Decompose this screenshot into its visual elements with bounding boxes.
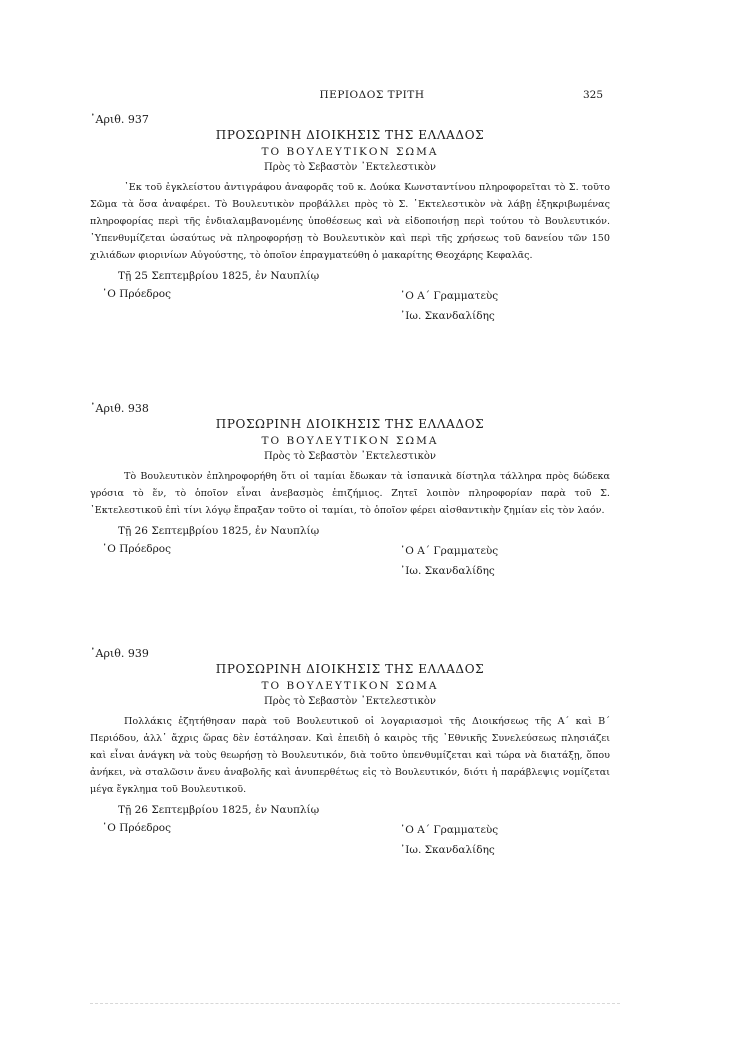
document-937 — [90, 113, 610, 328]
secretary-title: ῾Ο Α΄ Γραμματεὺς — [400, 545, 499, 557]
document-938 — [90, 402, 610, 583]
document-text: ᾿Εκ τοῦ ἐγκλείστου ἀντιγράφου ἀναφορᾶς τοῦ κ. Δούκα Κωνσταντίνου πληροφορεῖται τὸ Σ. τοῦτο Σῶμα τὰ ὅσα ἀναφέρει. Τὸ Βουλευτικὸν προβάλλει πρὸς τὸ Σ. ᾿Εκτελεστικὸν νὰ λάβῃ ἐξηκριβωμένας πληροφορίας περὶ τῆς ἐνδιαλαμβανομένης ὑποθέσεως καὶ νὰ εἰδοποιήσῃ περὶ τούτου τὸ Βουλευτικόν. ῾Υπενθυμίζεται ὡσαύτως νὰ πληροφορήσῃ τὸ Βουλευτικὸν καὶ περὶ τῆς χρήσεως τοῦ δανείου τῶν 150 χιλιάδων φιορινίων Αὐγούστης, τὸ ὁποῖον ἐπραγματεύθη ὁ μακαρίτης Θεοχάρης Κεφαλᾶς. — [90, 182, 610, 261]
secretary-name: ᾿Ιω. Σκανδαλίδης — [400, 565, 495, 577]
secretary-title: ῾Ο Α΄ Γραμματεὺς — [400, 290, 499, 302]
document-939 — [90, 647, 610, 862]
page-number: 325 — [583, 89, 604, 101]
president-signature: ῾Ο Πρόεδρος — [102, 822, 171, 834]
secretary-title: ῾Ο Α΄ Γραμματεὺς — [400, 824, 499, 836]
signature-block — [90, 822, 610, 862]
secretary-name: ᾿Ιω. Σκανδαλίδης — [400, 310, 495, 322]
document-body-name: ΤΟ ΒΟΥΛΕΥΤΙΚΟΝ ΣΩΜΑ — [261, 680, 439, 692]
president-signature: ῾Ο Πρόεδρος — [102, 288, 171, 300]
document-date: Τῇ 25 Σεπτεμβρίου 1825, ἐν Ναυπλίῳ — [118, 270, 320, 282]
document-number: ᾿Αριθ. 939 — [90, 647, 149, 660]
document-authority: ΠΡΟΣΩΡΙΝΗ ΔΙΟΙΚΗΣΙΣ ΤΗΣ ΕΛΛΑΔΟΣ — [215, 662, 485, 676]
document-number: ᾿Αριθ. 938 — [90, 402, 149, 415]
document-recipient: Πρὸς τὸ Σεβαστὸν ᾿Εκτελεστικὸν — [264, 451, 436, 462]
running-head: ΠΕΡΙΟΔΟΣ ΤΡΙΤΗ — [319, 89, 425, 101]
document-authority: ΠΡΟΣΩΡΙΝΗ ΔΙΟΙΚΗΣΙΣ ΤΗΣ ΕΛΛΑΔΟΣ — [215, 417, 485, 431]
document-number: ᾿Αριθ. 937 — [90, 113, 149, 126]
document-authority: ΠΡΟΣΩΡΙΝΗ ΔΙΟΙΚΗΣΙΣ ΤΗΣ ΕΛΛΑΔΟΣ — [215, 128, 485, 142]
document-body-name: ΤΟ ΒΟΥΛΕΥΤΙΚΟΝ ΣΩΜΑ — [261, 435, 439, 447]
document-text: Τὸ Βουλευτικὸν ἐπληροφορήθη ὅτι οἱ ταμίαι ἔδωκαν τὰ ἱσπανικὰ δίστηλα τάλληρα πρὸς δώδεκα γρόσια τὸ ἕν, τὸ ὁποῖον εἶναι ἀνεβασμὸς ἐπιζήμιος. Ζητεῖ λοιπὸν πληροφορίαν παρὰ τοῦ Σ. ᾿Εκτελεστικοῦ ἐπὶ τίνι λόγῳ ἔπραξαν τοῦτο οἱ ταμίαι, τὸ ὁποῖον φέρει αἰσθαντικὴν ζημίαν εἰς τὸν λαόν. — [90, 471, 610, 516]
document-recipient: Πρὸς τὸ Σεβαστὸν ᾿Εκτελεστικὸν — [264, 162, 436, 173]
document-date: Τῇ 26 Σεπτεμβρίου 1825, ἐν Ναυπλίῳ — [118, 525, 320, 537]
document-recipient: Πρὸς τὸ Σεβαστὸν ᾿Εκτελεστικὸν — [264, 696, 436, 707]
document-body-name: ΤΟ ΒΟΥΛΕΥΤΙΚΟΝ ΣΩΜΑ — [261, 146, 439, 158]
president-signature: ῾Ο Πρόεδρος — [102, 543, 171, 555]
signature-block — [90, 543, 610, 583]
bottom-scan-rule — [90, 1003, 620, 1004]
signature-block — [90, 288, 610, 328]
document-text: Πολλάκις ἐζητήθησαν παρὰ τοῦ Βουλευτικοῦ οἱ λογαριασμοὶ τῆς Διοικήσεως τῆς Α΄ καὶ Β΄ Περιόδου, ἀλλ᾿ ἄχρις ὥρας δὲν ἐστάλησαν. Καὶ ἐπειδὴ ὁ καιρὸς τῆς ᾿Εθνικῆς Συνελεύσεως πλησιάζει καὶ εἶναι ἀνάγκη νὰ τοὺς θεωρήσῃ τὸ Βουλευτικόν, διὰ τοῦτο ὑπενθυμίζεται καὶ τώρα νὰ διατάξῃ, ὅπου ἀνήκει, νὰ σταλῶσιν ἄνευ ἀναβολῆς καὶ ἀνυπερθέτως εἰς τὸ Βουλευτικόν, διότι ἡ παράβλεψις νομίζεται μέγα ἔγκλημα τοῦ Βουλευτικοῦ. — [90, 716, 610, 795]
secretary-name: ᾿Ιω. Σκανδαλίδης — [400, 844, 495, 856]
document-date: Τῇ 26 Σεπτεμβρίου 1825, ἐν Ναυπλίῳ — [118, 804, 320, 816]
